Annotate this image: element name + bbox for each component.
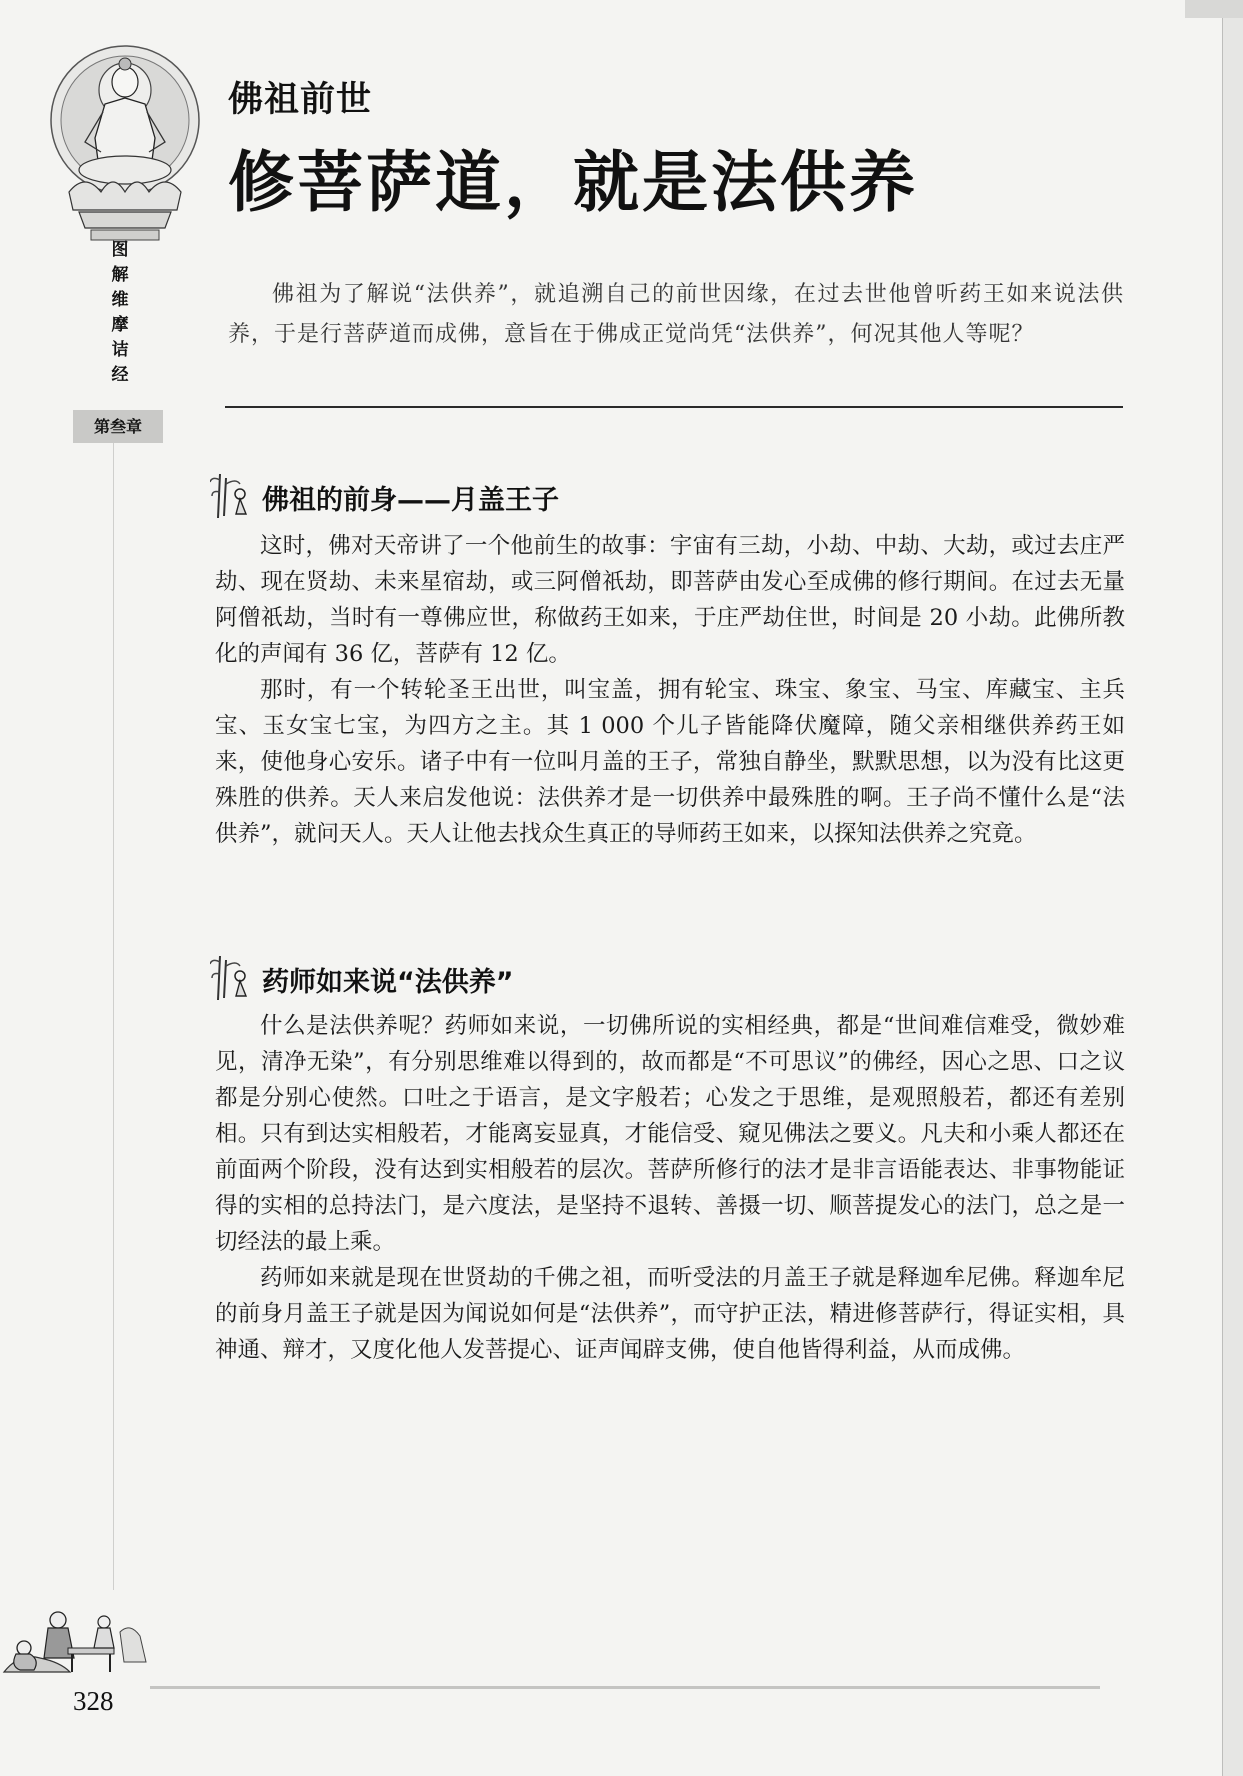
article-title: 修菩萨道，就是法供养	[228, 144, 918, 221]
article-kicker: 佛祖前世	[228, 80, 373, 120]
bamboo-figure-icon	[210, 952, 256, 1002]
section-body	[215, 528, 1125, 852]
side-title-char: 解	[111, 265, 129, 285]
binding-corner	[1185, 0, 1243, 18]
book-side-title	[103, 238, 137, 388]
intro-divider	[225, 406, 1123, 408]
body-paragraph: 那时，有一个转轮圣王出世，叫宝盖，拥有轮宝、珠宝、象宝、马宝、库藏宝、主兵宝、玉女宝七宝，为四方之主。其 1 000 个儿子皆能降伏魔障，随父亲相继供养药王如来，使他身心安乐。诸子中有一位叫月盖的王子，常独自静坐，默默思想，以为没有比这更殊胜的供养。天人来启发他说：法供养才是一切供养中最殊胜的啊。王子尚不懂什么是“法供养”，就问天人。天人让他去找众生真正的导师药王如来，以探知法供养之究竟。	[215, 677, 1125, 847]
body-paragraph: 这时，佛对天帝讲了一个他前生的故事：宇宙有三劫，小劫、中劫、大劫，或过去庄严劫、现在贤劫、未来星宿劫，或三阿僧祇劫，即菩萨由发心至成佛的修行期间。在过去无量阿僧祇劫，当时有一尊佛应世，称做药王如来，于庄严劫住世，时间是 20 小劫。此佛所教化的声闻有 36 亿，菩萨有 12 亿。	[215, 533, 1125, 667]
binding-strip	[1222, 0, 1243, 1776]
section-body	[215, 1008, 1125, 1368]
side-title-char: 维	[111, 290, 129, 310]
page-number: 328	[73, 1686, 114, 1716]
chapter-tab: 第叁章	[73, 410, 163, 443]
margin-rule	[113, 440, 114, 1590]
intro-paragraph: 佛祖为了解说“法供养”，就追溯自己的前世因缘，在过去世他曾听药王如来说法供养，于是行菩萨道而成佛，意旨在于佛成正觉尚凭“法供养”，何况其他人等呢？	[228, 282, 1124, 347]
side-title-char: 诘	[111, 340, 129, 360]
side-title-char: 图	[111, 240, 129, 260]
side-title-char: 经	[111, 365, 129, 385]
buddha-illustration	[45, 42, 205, 247]
footer-rule	[150, 1686, 1100, 1689]
section-heading-text: 佛祖的前身——月盖王子	[262, 485, 559, 516]
intro-block	[228, 275, 1124, 355]
body-paragraph: 什么是法供养呢？药师如来说，一切佛所说的实相经典，都是“世间难信难受，微妙难见，清净无染”，有分别思维难以得到的，故而都是“不可思议”的佛经，因心之思、口之议都是分别心使然。口吐之于语言，是文字般若；心发之于思维，是观照般若，都还有差别相。只有到达实相般若，才能离妄显真，才能信受、窥见佛法之要义。凡夫和小乘人都还在前面两个阶段，没有达到实相般若的层次。菩萨所修行的法才是非言语能表达、非事物能证得的实相的总持法门，是六度法，是坚持不退转、善摄一切、顺菩提发心的法门，总之是一切经法的最上乘。	[215, 1013, 1125, 1255]
side-title-char: 摩	[111, 315, 129, 335]
body-paragraph: 药师如来就是现在世贤劫的千佛之祖，而听受法的月盖王子就是释迦牟尼佛。释迦牟尼的前身月盖王子就是因为闻说如何是“法供养”，而守护正法，精进修菩萨行，得证实相，具神通、辩才，又度化他人发菩提心、证声闻辟支佛，使自他皆得利益，从而成佛。	[215, 1265, 1125, 1363]
section-heading-text: 药师如来说“法供养”	[262, 967, 514, 998]
seated-figures-illustration	[0, 1592, 150, 1674]
bamboo-figure-icon	[210, 470, 256, 520]
